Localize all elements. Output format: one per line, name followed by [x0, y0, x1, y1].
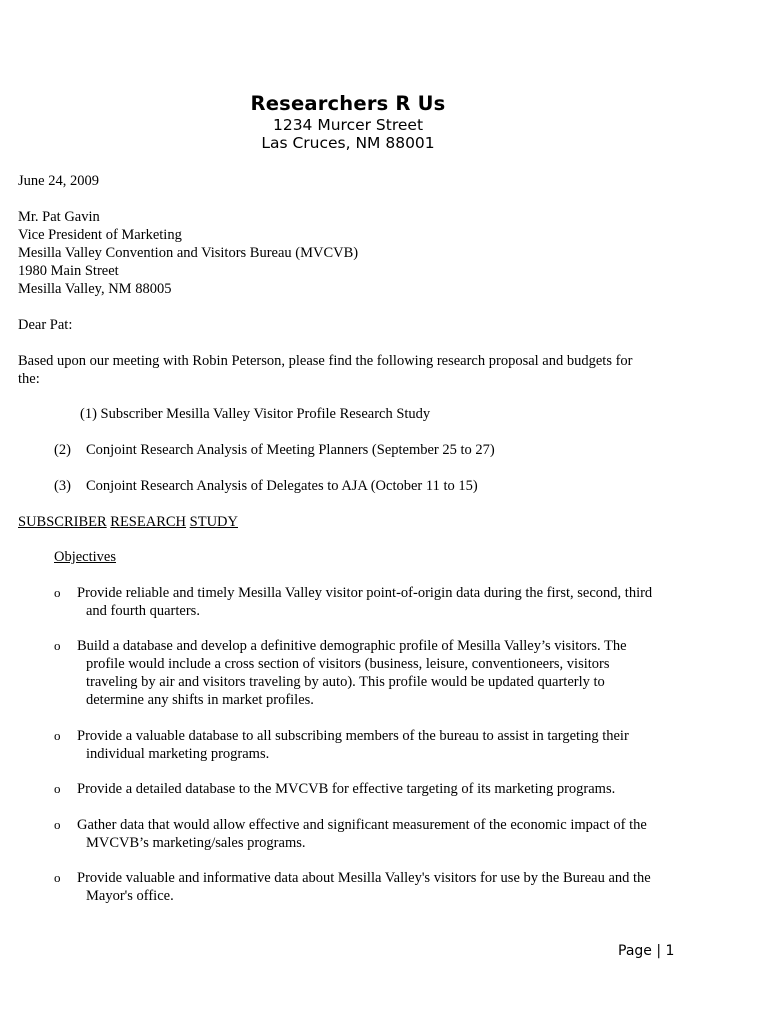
page-footer [618, 943, 674, 959]
objective-text-first: Provide a detailed database to the MVCVB for effective targeting of its marketing programs. [77, 781, 616, 797]
company-city: Las Cruces, NM 88001 [261, 134, 435, 152]
proposal-text: Subscriber Mesilla Valley Visitor Profile Research Study [100, 406, 431, 422]
company-street: 1234 Murcer Street [272, 116, 424, 134]
company-name: Researchers R Us [250, 92, 446, 115]
recipient-street: 1980 Main Street [18, 263, 119, 279]
page-separator: | [656, 943, 662, 959]
bullet-marker: o [54, 638, 61, 653]
proposal-item-1 [80, 405, 430, 423]
objective-text-first: Provide reliable and timely Mesilla Valley visitor point-of-origin data during the first, second, third [77, 585, 653, 601]
proposal-number: (1) [80, 406, 97, 422]
objective-item [77, 816, 687, 852]
objective-item [77, 637, 662, 709]
page-number: 1 [665, 943, 675, 959]
salutation: Dear Pat: [18, 317, 73, 333]
objective-text-first: Provide a valuable database to all subscribing members of the bureau to assist in targeting their [77, 728, 629, 744]
section-heading-word: RESEARCH [110, 514, 187, 530]
proposal-number: (3) [54, 478, 71, 494]
bullet-marker: o [54, 817, 61, 832]
recipient-title: Vice President of Marketing [18, 227, 182, 243]
objective-text-first: Provide valuable and informative data about Mesilla Valley's visitors for use by the Bureau and the [77, 870, 651, 886]
letter-date: June 24, 2009 [18, 173, 99, 189]
section-heading [18, 513, 238, 531]
objectives-heading: Objectives [54, 549, 117, 565]
bullet-marker: o [54, 728, 61, 743]
objective-text-rest: individual marketing programs. [86, 746, 270, 762]
recipient-city: Mesilla Valley, NM 88005 [18, 281, 172, 297]
proposal-number: (2) [54, 442, 71, 458]
bullet-marker: o [54, 585, 61, 600]
objective-text-rest: Mayor's office. [86, 888, 174, 904]
bullet-marker: o [54, 870, 61, 885]
proposal-text: Conjoint Research Analysis of Meeting Planners (September 25 to 27) [86, 442, 495, 458]
objective-text-first: Gather data that would allow effective and significant measurement of the economic impact of the [77, 817, 647, 833]
bullet-marker: o [54, 781, 61, 796]
proposal-item-2 [54, 441, 495, 459]
recipient-name: Mr. Pat Gavin [18, 209, 100, 225]
recipient-organization: Mesilla Valley Convention and Visitors Bureau (MVCVB) [18, 245, 359, 261]
section-heading-word: SUBSCRIBER [18, 514, 107, 530]
objective-text-rest: and fourth quarters. [86, 603, 200, 619]
proposal-item-3 [54, 477, 478, 495]
objective-item [77, 780, 687, 798]
page-label: Page [618, 943, 652, 959]
objective-item [77, 727, 687, 763]
intro-line-2: the: [18, 371, 40, 387]
objective-text-first: Build a database and develop a definitive demographic profile of Mesilla Valley’s visitors. The [77, 638, 627, 654]
objective-item [77, 584, 687, 620]
proposal-text: Conjoint Research Analysis of Delegates to AJA (October 11 to 15) [86, 478, 478, 494]
objective-text-rest: MVCVB’s marketing/sales programs. [86, 835, 306, 851]
objective-item [77, 869, 687, 905]
objective-text-rest: profile would include a cross section of visitors (business, leisure, conventioneers, visitors traveling by air and visitors traveling by auto). This profile would be updated quarterly to determine any shifts in market profiles. [86, 656, 610, 708]
intro-line-1: Based upon our meeting with Robin Peterson, please find the following research proposal and budgets for [18, 353, 633, 369]
section-heading-word: STUDY [189, 514, 238, 530]
